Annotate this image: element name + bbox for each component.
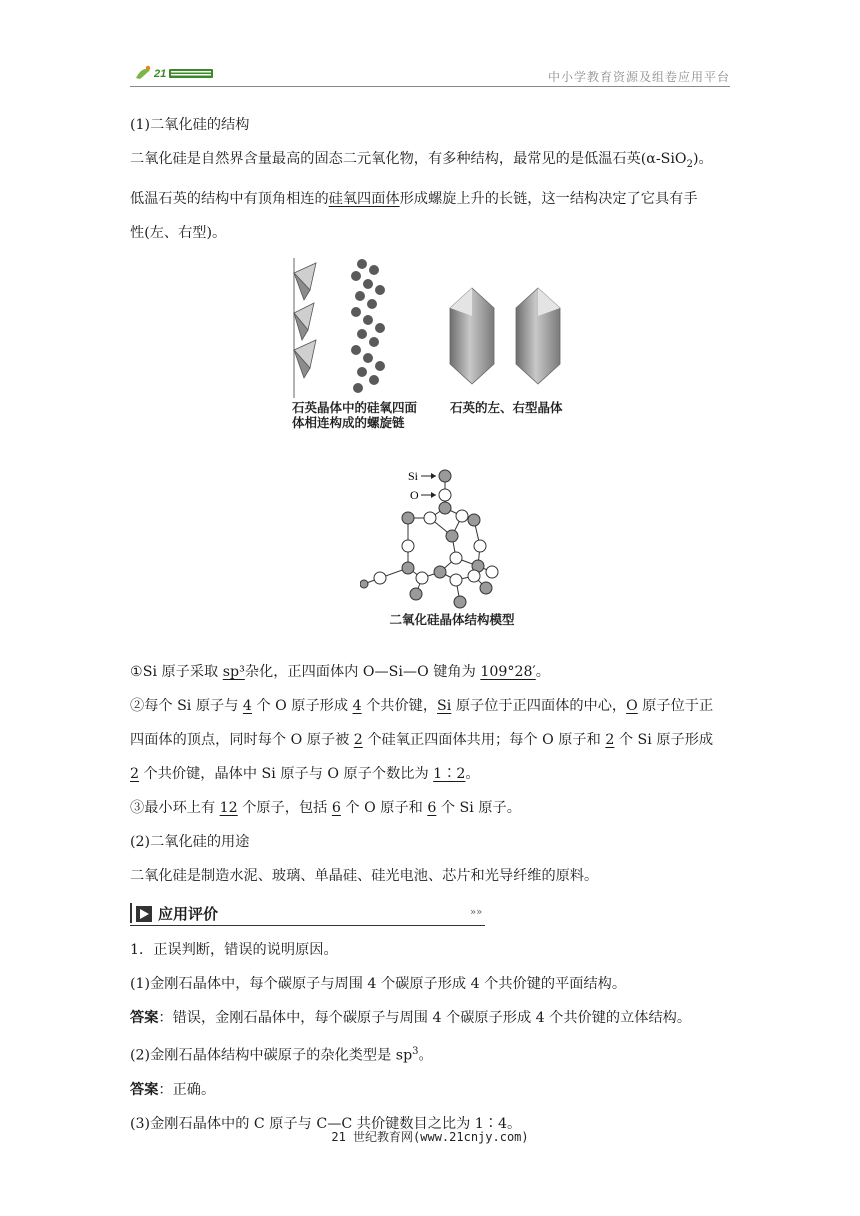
paragraph-3: 性(左、右型)。 [130,224,227,241]
page-footer: 21 世纪教育网(www.21cnjy.com) [331,1130,529,1144]
section-tick [130,903,132,923]
svg-text:21: 21 [154,68,167,80]
document-body [130,108,730,1141]
play-icon [136,906,152,922]
question-1: 1．正误判断，错误的说明原因。 [130,941,338,958]
paragraph-1: 二氧化硅是自然界含量最高的固态二元氧化物，有多种结构，最常见的是低温石英(α-SiO$_2$)。 [130,151,713,170]
answer-1-1: 答案：错误，金刚石晶体中，每个碳原子与周围 4 个碳原子形成 4 个共价键的立体结构。 [130,1009,692,1026]
sio2-lattice-figure [360,460,510,610]
svg-text:O: O [410,487,419,502]
paragraph-2: 低温石英的结构中有顶角相连的硅氧四面体形成螺旋上升的长链，这一结构决定了它具有手 [130,190,698,207]
question-1-2: (2)金刚石晶体结构中碳原子的杂化类型是 $sp^3$。 [130,1045,433,1064]
bullet-bonds-3: 2 个共价键，晶体中 Si 原子与 O 原子个数比为 1∶2。 [130,765,480,782]
paragraph-uses: 二氧化硅是制造水泥、玻璃、单晶硅、硅光电池、芯片和光导纤维的原料。 [130,867,599,884]
chevrons-icon: »» [470,906,483,918]
question-1-3: (3)金刚石晶体中的 C 原子与 C—C 共价键数目之比为 1∶4。 [130,1115,522,1132]
bullet-hybridization: ①Si 原子采取 sp³杂化，正四面体内 O—Si—O 键角为 109°28′。 [130,663,550,680]
lattice-caption: 二氧化硅晶体结构模型 [389,611,515,627]
bullet-bonds-1: ②每个 Si 原子与 4 个 O 原子形成 4 个共价键，Si 原子位于正四面体的中心，O 原子位于正 [130,697,714,714]
section-title-structure: (1)二氧化硅的结构 [130,117,250,133]
bullet-bonds-2: 四面体的顶点，同时每个 O 原子被 2 个硅氧正四面体共用；每个 O 原子和 2 个 Si 原子形成 [130,731,714,748]
crystals-caption: 石英的左、右型晶体 [450,399,563,415]
site-label: 中小学教育资源及组卷应用平台 [547,70,730,84]
figures [130,250,730,655]
quartz-helix-figure [282,258,412,398]
bullet-ring: ③最小环上有 12 个原子，包括 6 个 O 原子和 6 个 Si 原子。 [130,799,521,816]
helix-caption: 石英晶体中的硅氧四面体相连构成的螺旋链 [292,399,418,430]
svg-text:Si: Si [408,468,419,483]
page-header [130,58,730,87]
section-title-uses: (2)二氧化硅的用途 [130,833,250,850]
section-title-evaluation: 应用评价 [158,904,219,923]
question-1-1: (1)金刚石晶体中，每个碳原子与周围 4 个碳原子形成 4 个共价键的平面结构。 [130,975,627,992]
21cnjy-logo [134,64,216,82]
quartz-crystals-figure [442,286,582,386]
answer-1-2: 答案：正确。 [130,1081,216,1098]
section-header-evaluation [130,893,730,933]
